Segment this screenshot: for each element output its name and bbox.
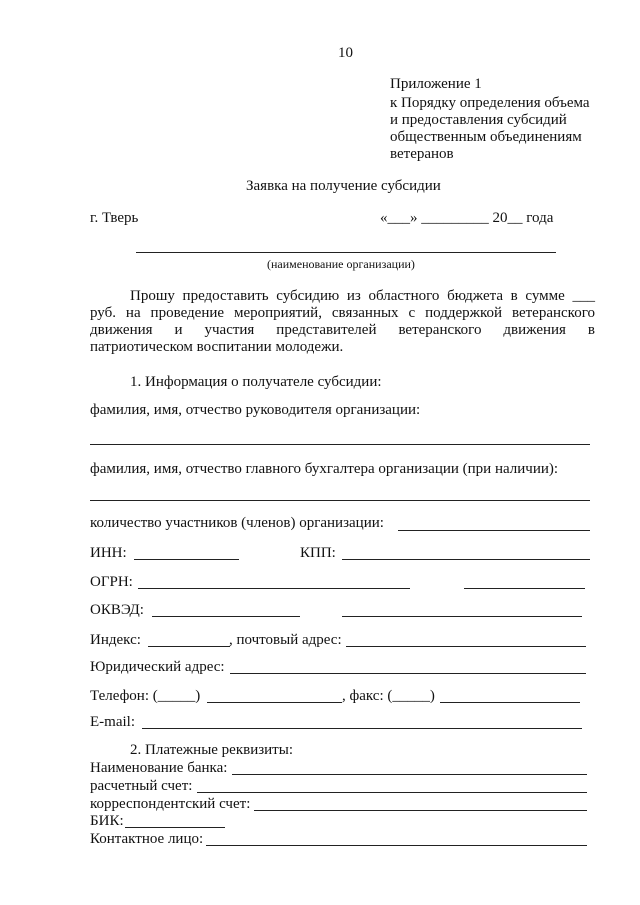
bank-name-label: Наименование банка:	[90, 760, 228, 776]
corr-account-label: корреспондентский счет:	[90, 796, 251, 812]
city: г. Тверь	[90, 210, 139, 226]
inn-label: ИНН:	[90, 545, 127, 561]
accountant-field[interactable]	[90, 500, 590, 501]
email-field[interactable]	[142, 728, 582, 729]
request-line: патриотическом воспитании молодежи.	[90, 339, 344, 355]
section-1-heading: 1. Информация о получателе субсидии:	[130, 374, 382, 390]
phone-field[interactable]	[207, 702, 342, 703]
page-number: 10	[338, 45, 353, 61]
email-label: E-mail:	[90, 714, 135, 730]
okved-field-extra[interactable]	[342, 616, 582, 617]
head-field[interactable]	[90, 444, 590, 445]
phone-label: Телефон: (_____)	[90, 688, 201, 704]
okved-field[interactable]	[152, 616, 300, 617]
appendix-line: Приложение 1	[390, 76, 482, 92]
account-label: расчетный счет:	[90, 778, 193, 794]
okved-label: ОКВЭД:	[90, 602, 144, 618]
members-label: количество участников (членов) организации:	[90, 515, 384, 531]
request-line: Прошу предоставить субсидию из областного бюджета в сумме ___	[130, 288, 595, 304]
document-title: Заявка на получение субсидии	[246, 178, 441, 194]
accountant-label: фамилия, имя, отчество главного бухгалтера организации (при наличии):	[90, 461, 559, 477]
fax-label: , факс: (_____)	[342, 688, 435, 704]
ogrn-field[interactable]	[138, 588, 410, 589]
appendix-line: к Порядку определения объема	[390, 95, 590, 111]
corr-account-field[interactable]	[254, 810, 587, 811]
bik-label: БИК:	[90, 813, 124, 829]
appendix-line: ветеранов	[390, 146, 454, 162]
bank-name-field[interactable]	[232, 774, 587, 775]
appendix-line: общественным объединениям	[390, 129, 582, 145]
account-field[interactable]	[197, 792, 587, 793]
postal-address-label: , почтовый адрес:	[229, 632, 342, 648]
legal-address-label: Юридический адрес:	[90, 659, 225, 675]
head-label: фамилия, имя, отчество руководителя организации:	[90, 402, 421, 418]
fax-field[interactable]	[440, 702, 580, 703]
index-field[interactable]	[148, 646, 230, 647]
postal-address-field[interactable]	[346, 646, 586, 647]
bik-field[interactable]	[125, 827, 225, 828]
request-line: руб. на проведение мероприятий, связанных с поддержкой ветеранского	[90, 305, 595, 321]
ogrn-field-extra[interactable]	[464, 588, 585, 589]
legal-address-field[interactable]	[230, 673, 586, 674]
ogrn-label: ОГРН:	[90, 574, 133, 590]
inn-field[interactable]	[134, 559, 239, 560]
index-label: Индекс:	[90, 632, 141, 648]
kpp-label: КПП:	[300, 545, 336, 561]
members-field[interactable]	[398, 530, 590, 531]
appendix-line: и предоставления субсидий	[390, 112, 567, 128]
org-name-field[interactable]	[136, 252, 556, 253]
org-name-caption: (наименование организации)	[267, 257, 415, 271]
contact-person-label: Контактное лицо:	[90, 831, 204, 847]
contact-person-field[interactable]	[206, 845, 587, 846]
section-2-heading: 2. Платежные реквизиты:	[130, 742, 293, 758]
kpp-field[interactable]	[342, 559, 590, 560]
date-line: «___» _________ 20__ года	[380, 210, 554, 226]
request-line: движения и участия представителей ветеранского движения в	[90, 322, 595, 338]
